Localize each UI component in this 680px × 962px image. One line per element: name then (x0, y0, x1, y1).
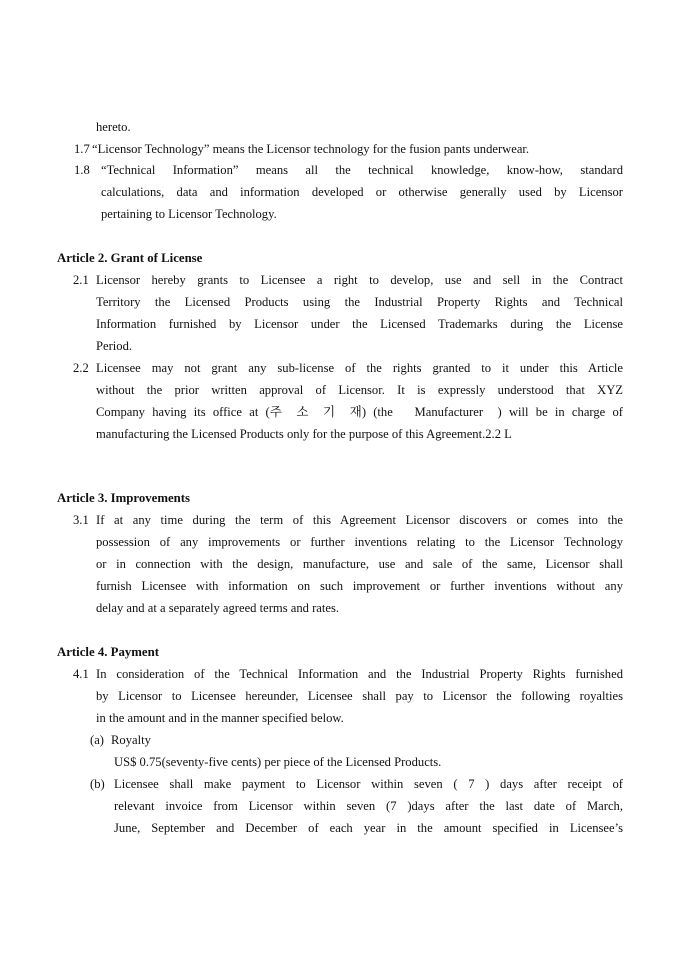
paragraph-line: US$ 0.75(seventy-five cents) per piece of the Licensed Products. (114, 755, 442, 769)
paragraph-line: “Technical Information” means all the technical knowledge, know-how, standard (101, 163, 623, 177)
clause-number: 2.2 (73, 361, 89, 375)
paragraph-line: In consideration of the Technical Information and the Industrial Property Rights furnished (96, 667, 623, 681)
paragraph-line: Company having its office at (주 소 기 재) (the Manufacturer ) will be in charge of (96, 405, 623, 419)
paragraph-line: Period. (96, 339, 133, 353)
item-title: Royalty (111, 733, 151, 747)
paragraph-line: calculations, data and information developed or otherwise generally used by Licensor (101, 185, 623, 199)
article-3-heading: Article 3. Improvements (57, 491, 191, 505)
paragraph-line: Licensee shall make payment to Licensor within seven ( 7 ) days after receipt of (114, 777, 623, 791)
paragraph-line: relevant invoice from Licensor within seven (7 )days after the last date of March, (114, 799, 623, 813)
item-label: (a) (90, 733, 104, 747)
paragraph-line: furnish Licensee with information on such improvement or further inventions without any (96, 579, 623, 593)
paragraph-line: manufacturing the Licensed Products only for the purpose of this Agreement.2.2 L (96, 427, 512, 441)
paragraph-line: If at any time during the term of this Agreement Licensor discovers or comes into the (96, 513, 623, 527)
article-4-heading: Article 4. Payment (57, 645, 159, 659)
paragraph-line: hereto. (96, 120, 131, 134)
paragraph-line: Information furnished by Licensor under the Licensed Trademarks during the License (96, 317, 623, 331)
paragraph-line: or in connection with the design, manufacture, use and sale of the same, Licensor shall (96, 557, 623, 571)
clause-number: 3.1 (73, 513, 89, 527)
paragraph-line: delay and at a separately agreed terms and rates. (96, 601, 340, 615)
article-2-heading: Article 2. Grant of License (57, 251, 203, 265)
paragraph-line: Licensor hereby grants to Licensee a right to develop, use and sell in the Contract (96, 273, 623, 287)
clause-number: 1.8 (74, 163, 90, 177)
paragraph-line: in the amount and in the manner specified below. (96, 711, 344, 725)
paragraph-line: Territory the Licensed Products using the Industrial Property Rights and Technical (96, 295, 623, 309)
clause-1-7-text: “Licensor Technology” means the Licensor technology for the fusion pants underwear. (92, 142, 530, 156)
paragraph-line: without the prior written approval of Licensor. It is expressly understood that XYZ (96, 383, 623, 397)
paragraph-line: Licensee may not grant any sub-license of the rights granted to it under this Article (96, 361, 623, 375)
paragraph-line: by Licensor to Licensee hereunder, Licensee shall pay to Licensor the following royalties (96, 689, 623, 703)
clause-number: 1.7 (74, 142, 90, 156)
clause-number: 2.1 (73, 273, 89, 287)
paragraph-line: possession of any improvements or further inventions relating to the Licensor Technology (96, 535, 623, 549)
paragraph-line: pertaining to Licensor Technology. (101, 207, 277, 221)
item-label: (b) (90, 777, 105, 791)
clause-number: 4.1 (73, 667, 89, 681)
paragraph-line: June, September and December of each year in the amount specified in Licensee’s (114, 821, 623, 835)
